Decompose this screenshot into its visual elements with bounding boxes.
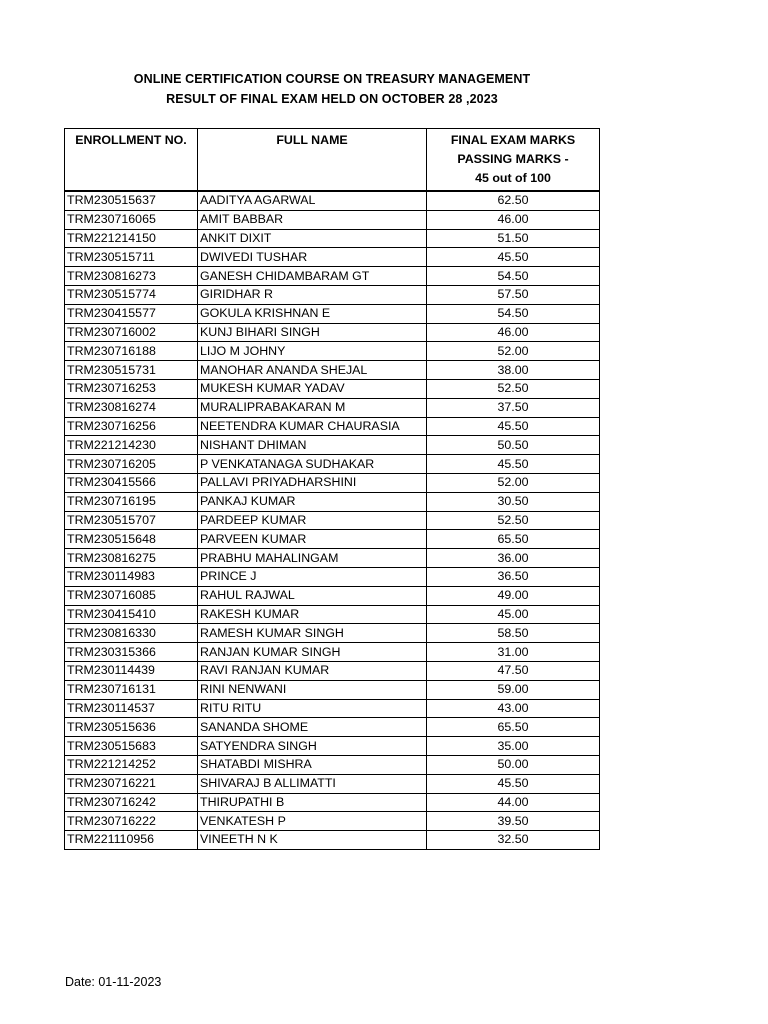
table-row bbox=[65, 473, 600, 492]
table-row bbox=[65, 812, 600, 831]
enrollment-cell: TRM230716222 bbox=[65, 812, 198, 831]
table-row bbox=[65, 342, 600, 361]
table-row bbox=[65, 605, 600, 624]
name-cell: MANOHAR ANANDA SHEJAL bbox=[198, 361, 427, 380]
table-row bbox=[65, 831, 600, 850]
table-row bbox=[65, 530, 600, 549]
enrollment-cell: TRM230315366 bbox=[65, 643, 198, 662]
marks-cell: 57.50 bbox=[427, 285, 600, 304]
marks-cell: 54.50 bbox=[427, 304, 600, 323]
marks-cell: 38.00 bbox=[427, 361, 600, 380]
name-cell: GANESH CHIDAMBARAM GT bbox=[198, 267, 427, 286]
enrollment-cell: TRM221214252 bbox=[65, 755, 198, 774]
enrollment-cell: TRM230716131 bbox=[65, 680, 198, 699]
marks-cell: 45.50 bbox=[427, 455, 600, 474]
header-marks-line2: PASSING MARKS - bbox=[457, 152, 569, 166]
name-cell: GIRIDHAR R bbox=[198, 285, 427, 304]
marks-cell: 52.00 bbox=[427, 473, 600, 492]
name-cell: AMIT BABBAR bbox=[198, 210, 427, 229]
name-cell: RINI NENWANI bbox=[198, 680, 427, 699]
marks-cell: 35.00 bbox=[427, 737, 600, 756]
enrollment-cell: TRM230515774 bbox=[65, 285, 198, 304]
enrollment-cell: TRM230716085 bbox=[65, 586, 198, 605]
marks-cell: 30.50 bbox=[427, 492, 600, 511]
marks-cell: 46.00 bbox=[427, 210, 600, 229]
name-cell: SHIVARAJ B ALLIMATTI bbox=[198, 774, 427, 793]
enrollment-cell: TRM230716002 bbox=[65, 323, 198, 342]
name-cell: PARVEEN KUMAR bbox=[198, 530, 427, 549]
marks-cell: 62.50 bbox=[427, 191, 600, 210]
table-row bbox=[65, 567, 600, 586]
table-row bbox=[65, 398, 600, 417]
results-table bbox=[64, 128, 600, 850]
header-full-name: FULL NAME bbox=[198, 129, 427, 192]
name-cell: P VENKATANAGA SUDHAKAR bbox=[198, 455, 427, 474]
name-cell: LIJO M JOHNY bbox=[198, 342, 427, 361]
marks-cell: 31.00 bbox=[427, 643, 600, 662]
enrollment-cell: TRM230415577 bbox=[65, 304, 198, 323]
name-cell: SATYENDRA SINGH bbox=[198, 737, 427, 756]
name-cell: SHATABDI MISHRA bbox=[198, 755, 427, 774]
table-row bbox=[65, 436, 600, 455]
enrollment-cell: TRM230716256 bbox=[65, 417, 198, 436]
enrollment-cell: TRM230716188 bbox=[65, 342, 198, 361]
table-row bbox=[65, 267, 600, 286]
name-cell: DWIVEDI TUSHAR bbox=[198, 248, 427, 267]
marks-cell: 47.50 bbox=[427, 661, 600, 680]
name-cell: ANKIT DIXIT bbox=[198, 229, 427, 248]
header-final-exam-marks bbox=[427, 129, 600, 192]
marks-cell: 65.50 bbox=[427, 718, 600, 737]
marks-cell: 36.50 bbox=[427, 567, 600, 586]
table-row bbox=[65, 643, 600, 662]
issue-date: Date: 01-11-2023 bbox=[65, 975, 162, 989]
marks-cell: 36.00 bbox=[427, 549, 600, 568]
enrollment-cell: TRM230716205 bbox=[65, 455, 198, 474]
marks-cell: 59.00 bbox=[427, 680, 600, 699]
marks-cell: 37.50 bbox=[427, 398, 600, 417]
name-cell: PRINCE J bbox=[198, 567, 427, 586]
marks-cell: 54.50 bbox=[427, 267, 600, 286]
enrollment-cell: TRM230816273 bbox=[65, 267, 198, 286]
table-row bbox=[65, 191, 600, 210]
enrollment-cell: TRM221214230 bbox=[65, 436, 198, 455]
enrollment-cell: TRM230816275 bbox=[65, 549, 198, 568]
name-cell: NEETENDRA KUMAR CHAURASIA bbox=[198, 417, 427, 436]
enrollment-cell: TRM230515683 bbox=[65, 737, 198, 756]
header-row bbox=[65, 129, 600, 192]
name-cell: SANANDA SHOME bbox=[198, 718, 427, 737]
marks-cell: 51.50 bbox=[427, 229, 600, 248]
enrollment-cell: TRM230415410 bbox=[65, 605, 198, 624]
document-title: ONLINE CERTIFICATION COURSE ON TREASURY MANAGEMENT bbox=[133, 72, 531, 86]
name-cell: RAHUL RAJWAL bbox=[198, 586, 427, 605]
table-row bbox=[65, 417, 600, 436]
name-cell: RANJAN KUMAR SINGH bbox=[198, 643, 427, 662]
header-marks-line1: FINAL EXAM MARKS bbox=[450, 133, 576, 147]
table-row bbox=[65, 229, 600, 248]
table-row bbox=[65, 455, 600, 474]
enrollment-cell: TRM230716195 bbox=[65, 492, 198, 511]
marks-cell: 45.50 bbox=[427, 417, 600, 436]
table-row bbox=[65, 492, 600, 511]
name-cell: AADITYA AGARWAL bbox=[198, 191, 427, 210]
name-cell: RAKESH KUMAR bbox=[198, 605, 427, 624]
enrollment-cell: TRM221110956 bbox=[65, 831, 198, 850]
table-row bbox=[65, 210, 600, 229]
table-row bbox=[65, 511, 600, 530]
name-cell: THIRUPATHI B bbox=[198, 793, 427, 812]
enrollment-cell: TRM230716221 bbox=[65, 774, 198, 793]
name-cell: KUNJ BIHARI SINGH bbox=[198, 323, 427, 342]
document-subtitle: RESULT OF FINAL EXAM HELD ON OCTOBER 28 ,2023 bbox=[166, 92, 498, 106]
marks-cell: 58.50 bbox=[427, 624, 600, 643]
enrollment-cell: TRM230114439 bbox=[65, 661, 198, 680]
name-cell: RAMESH KUMAR SINGH bbox=[198, 624, 427, 643]
name-cell: VINEETH N K bbox=[198, 831, 427, 850]
name-cell: RITU RITU bbox=[198, 699, 427, 718]
name-cell: PRABHU MAHALINGAM bbox=[198, 549, 427, 568]
enrollment-cell: TRM230515731 bbox=[65, 361, 198, 380]
name-cell: RAVI RANJAN KUMAR bbox=[198, 661, 427, 680]
enrollment-cell: TRM230716253 bbox=[65, 379, 198, 398]
table-row bbox=[65, 285, 600, 304]
table-row bbox=[65, 755, 600, 774]
name-cell: MURALIPRABAKARAN M bbox=[198, 398, 427, 417]
name-cell: MUKESH KUMAR YADAV bbox=[198, 379, 427, 398]
enrollment-cell: TRM230415566 bbox=[65, 473, 198, 492]
name-cell: PARDEEP KUMAR bbox=[198, 511, 427, 530]
name-cell: PALLAVI PRIYADHARSHINI bbox=[198, 473, 427, 492]
enrollment-cell: TRM230114983 bbox=[65, 567, 198, 586]
enrollment-cell: TRM230816330 bbox=[65, 624, 198, 643]
table-row bbox=[65, 718, 600, 737]
table-row bbox=[65, 323, 600, 342]
table-row bbox=[65, 549, 600, 568]
table-row bbox=[65, 586, 600, 605]
table-row bbox=[65, 624, 600, 643]
header-enrollment: ENROLLMENT NO. bbox=[65, 129, 198, 192]
table-row bbox=[65, 793, 600, 812]
enrollment-cell: TRM230515711 bbox=[65, 248, 198, 267]
enrollment-cell: TRM230515636 bbox=[65, 718, 198, 737]
marks-cell: 65.50 bbox=[427, 530, 600, 549]
marks-cell: 52.50 bbox=[427, 379, 600, 398]
enrollment-cell: TRM230114537 bbox=[65, 699, 198, 718]
enrollment-cell: TRM230515637 bbox=[65, 191, 198, 210]
marks-cell: 32.50 bbox=[427, 831, 600, 850]
table-row bbox=[65, 737, 600, 756]
marks-cell: 50.00 bbox=[427, 755, 600, 774]
table-row bbox=[65, 661, 600, 680]
enrollment-cell: TRM230515707 bbox=[65, 511, 198, 530]
table-row bbox=[65, 680, 600, 699]
table-row bbox=[65, 304, 600, 323]
marks-cell: 39.50 bbox=[427, 812, 600, 831]
table-row bbox=[65, 699, 600, 718]
name-cell: NISHANT DHIMAN bbox=[198, 436, 427, 455]
header-marks-line3: 45 out of 100 bbox=[475, 171, 551, 185]
enrollment-cell: TRM230816274 bbox=[65, 398, 198, 417]
marks-cell: 50.50 bbox=[427, 436, 600, 455]
marks-cell: 46.00 bbox=[427, 323, 600, 342]
name-cell: VENKATESH P bbox=[198, 812, 427, 831]
marks-cell: 49.00 bbox=[427, 586, 600, 605]
marks-cell: 45.50 bbox=[427, 248, 600, 267]
marks-cell: 45.50 bbox=[427, 774, 600, 793]
marks-cell: 52.50 bbox=[427, 511, 600, 530]
table-row bbox=[65, 248, 600, 267]
enrollment-cell: TRM230716065 bbox=[65, 210, 198, 229]
marks-cell: 43.00 bbox=[427, 699, 600, 718]
marks-cell: 45.00 bbox=[427, 605, 600, 624]
enrollment-cell: TRM230515648 bbox=[65, 530, 198, 549]
marks-cell: 52.00 bbox=[427, 342, 600, 361]
marks-cell: 44.00 bbox=[427, 793, 600, 812]
enrollment-cell: TRM230716242 bbox=[65, 793, 198, 812]
table-row bbox=[65, 774, 600, 793]
name-cell: GOKULA KRISHNAN E bbox=[198, 304, 427, 323]
name-cell: PANKAJ KUMAR bbox=[198, 492, 427, 511]
enrollment-cell: TRM221214150 bbox=[65, 229, 198, 248]
table-row bbox=[65, 361, 600, 380]
table-row bbox=[65, 379, 600, 398]
